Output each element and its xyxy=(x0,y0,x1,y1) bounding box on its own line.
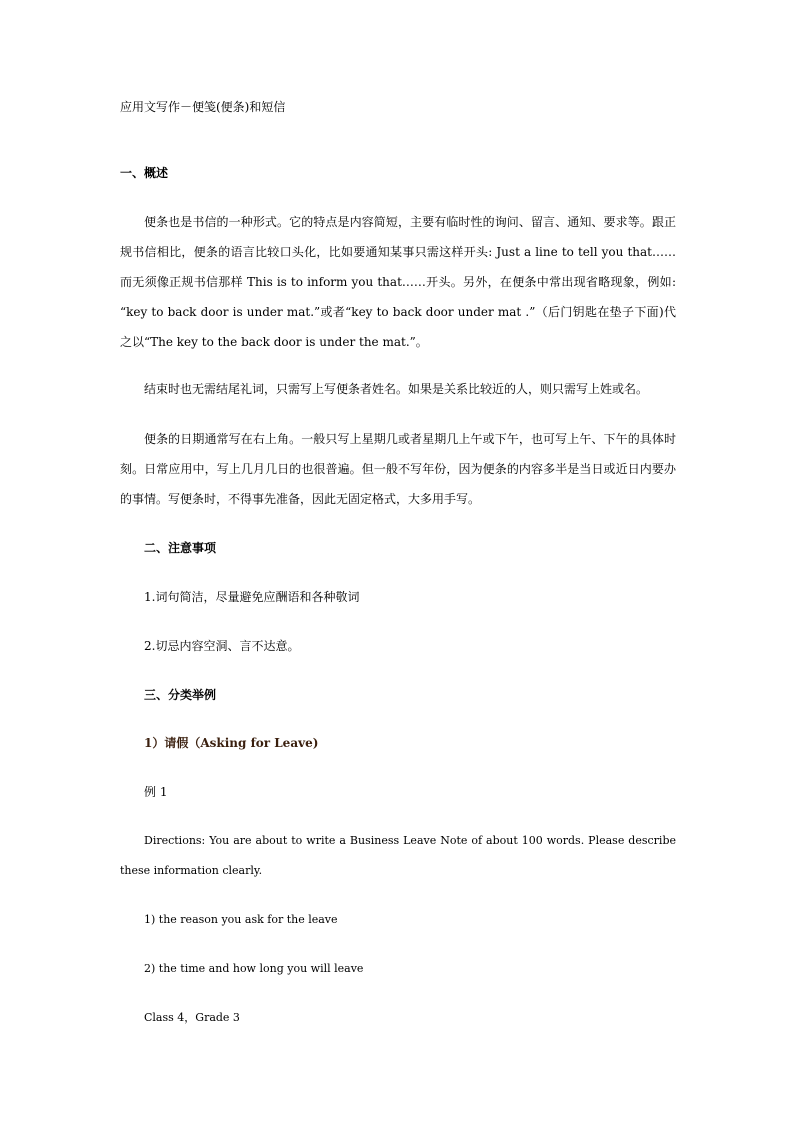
document-title: 应用文写作－便笺(便条)和短信 xyxy=(120,100,286,114)
paragraph-overview-1: 便条也是书信的一种形式。它的特点是内容简短，主要有临时性的询问、留言、通知、要求等。跟正规书信相比，便条的语言比较口头化，比如要通知某事只需这样开头: Just a line to tell you that……而无须像正规书信那样 This is to inform you that……开头。另外，在便条中常出现省略现象，例如: “key to back door is under mat.”或者“key to back door under mat .”（后门钥匙在垫子下面)代之以“The key to the back door is under the mat.”。 xyxy=(120,215,676,349)
directions-point-2: 2) the time and how long you will leave xyxy=(144,962,364,975)
directions-point-1: 1) the reason you ask for the leave xyxy=(144,913,338,926)
note-item-2: 2.切忌内容空洞、言不达意。 xyxy=(144,639,300,653)
subsection-asking-for-leave: 1）请假（Asking for Leave) xyxy=(144,736,319,750)
paragraph-overview-3: 便条的日期通常写在右上角。一般只写上星期几或者星期几上午或下午，也可写上午、下午的具体时刻。日常应用中，写上几月几日的也很普遍。但一般不写年份，因为便条的内容多半是当日或近日内要办的事情。写便条时，不得事先准备，因此无固定格式，大多用手写。 xyxy=(120,432,676,506)
section-heading-overview: 一、概述 xyxy=(120,166,169,180)
directions-paragraph: Directions: You are about to write a Business Leave Note of about 100 words. Please describe these information clearly. xyxy=(120,834,676,877)
section-heading-notes: 二、注意事项 xyxy=(144,541,217,555)
paragraph-overview-2: 结束时也无需结尾礼词，只需写上写便条者姓名。如果是关系比较近的人，则只需写上姓或名。 xyxy=(144,382,649,396)
section-heading-examples: 三、分类举例 xyxy=(144,688,217,702)
class-grade-line: Class 4，Grade 3 xyxy=(144,1011,240,1024)
example-label: 例 1 xyxy=(144,785,168,799)
note-item-1: 1.词句简洁，尽量避免应酬语和各种敬词 xyxy=(144,590,360,604)
